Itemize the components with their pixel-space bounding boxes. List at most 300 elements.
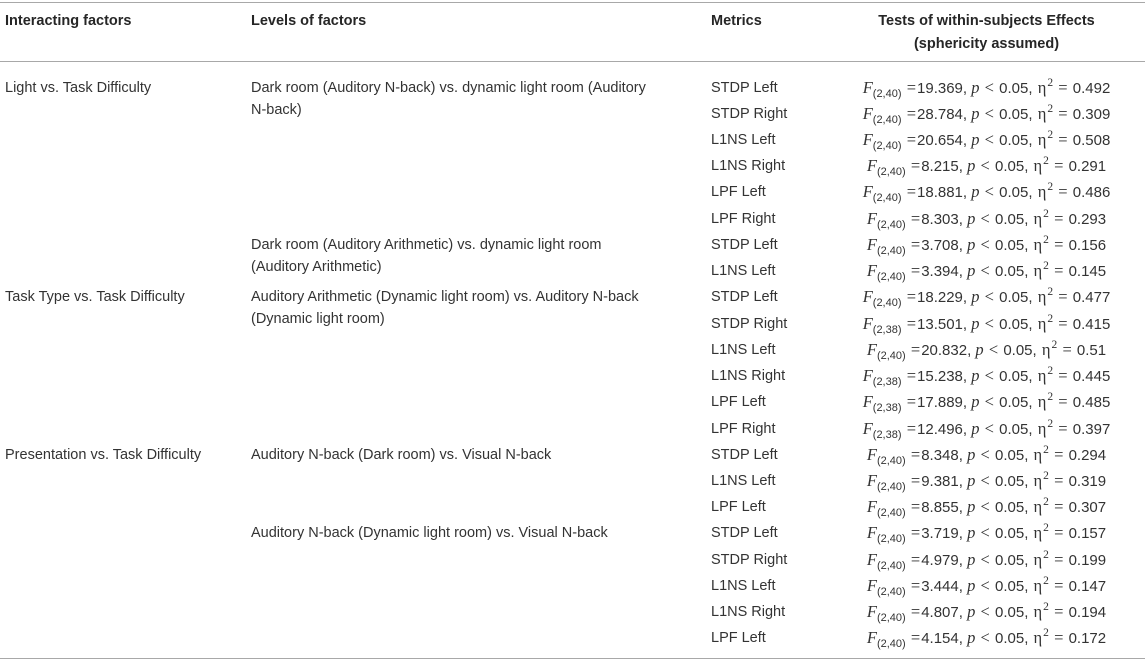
metric-cell: STDP Right (711, 551, 788, 568)
stat-expression (862, 417, 1111, 441)
eta-squared-value: 0.294 (1068, 446, 1107, 464)
comma: , (962, 184, 968, 202)
eta-squared-value: 0.319 (1068, 473, 1107, 491)
degrees-of-freedom: (2,38) (872, 428, 902, 441)
stat-expression (862, 312, 1111, 336)
test-cell (828, 75, 1145, 101)
less-than-sign: < (980, 234, 990, 254)
equals-sign: = (910, 549, 921, 569)
level-cell (246, 232, 706, 284)
p-symbol: p (967, 261, 976, 281)
eta-symbol: η (1037, 366, 1047, 386)
degrees-of-freedom: (2,40) (876, 638, 906, 651)
comma: , (1024, 499, 1029, 517)
test-cell (828, 573, 1145, 599)
equals-sign: = (910, 628, 921, 648)
squared-exponent: 2 (1043, 470, 1049, 483)
eta-symbol: η (1037, 418, 1047, 438)
p-value: 0.05 (994, 525, 1025, 543)
comma: , (1024, 473, 1029, 491)
p-symbol: p (967, 575, 976, 595)
results-table (0, 2, 1145, 659)
metric-cell: L1NS Left (711, 263, 776, 280)
p-value: 0.05 (999, 420, 1029, 438)
squared-exponent: 2 (1047, 365, 1054, 378)
equals-sign: = (1054, 497, 1064, 517)
squared-exponent: 2 (1043, 155, 1049, 168)
comma: , (958, 158, 963, 176)
f-value: 4.979 (921, 551, 959, 569)
test-cell (828, 206, 1145, 232)
less-than-sign: < (984, 366, 994, 386)
f-value: 3.394 (921, 263, 959, 281)
table-spacer (0, 652, 1145, 659)
p-symbol: p (967, 523, 976, 543)
less-than-sign: < (984, 103, 994, 123)
degrees-of-freedom: (2,40) (876, 533, 906, 546)
eta-squared-value: 0.293 (1068, 210, 1107, 228)
equals-sign: = (910, 575, 921, 595)
equals-sign: = (906, 392, 917, 412)
p-value: 0.05 (994, 499, 1025, 517)
comma: , (958, 473, 963, 491)
metric-cell: L1NS Left (711, 341, 776, 358)
p-value: 0.05 (994, 473, 1025, 491)
p-value: 0.05 (994, 446, 1025, 464)
comma: , (958, 525, 963, 543)
stat-expression (862, 128, 1111, 152)
eta-symbol: η (1037, 103, 1047, 123)
eta-symbol: η (1033, 575, 1043, 595)
p-symbol: p (971, 129, 980, 149)
metric-cell: LPF Left (711, 499, 766, 516)
metric-cell: STDP Right (711, 105, 788, 122)
equals-sign: = (1054, 602, 1064, 622)
level-cell (246, 284, 706, 441)
degrees-of-freedom: (2,40) (876, 585, 906, 598)
comma: , (1024, 630, 1029, 648)
comma: , (1024, 446, 1029, 464)
less-than-sign: < (980, 602, 990, 622)
f-value: 9.381 (921, 473, 959, 491)
eta-symbol: η (1037, 77, 1047, 97)
test-cell (828, 520, 1145, 546)
table-row (0, 284, 1145, 310)
eta-squared-value: 0.156 (1068, 236, 1107, 254)
equals-sign: = (1058, 366, 1068, 386)
equals-sign: = (906, 182, 917, 202)
less-than-sign: < (984, 77, 994, 97)
p-value: 0.05 (999, 289, 1029, 307)
squared-exponent: 2 (1047, 76, 1054, 89)
p-value: 0.05 (999, 184, 1029, 202)
degrees-of-freedom: (2,40) (876, 349, 906, 362)
squared-exponent: 2 (1043, 627, 1049, 640)
comma: , (958, 551, 963, 569)
level-cell (246, 520, 706, 651)
squared-exponent: 2 (1047, 102, 1054, 115)
comma: , (1028, 131, 1033, 149)
f-symbol: F (866, 208, 877, 228)
p-symbol: p (971, 392, 980, 412)
equals-sign: = (1058, 182, 1068, 202)
metric-cell: L1NS Right (711, 604, 786, 621)
metric-cell: LPF Left (711, 630, 766, 647)
comma: , (958, 630, 963, 648)
stat-expression (866, 496, 1107, 520)
equals-sign: = (1058, 129, 1068, 149)
eta-squared-value: 0.51 (1076, 341, 1107, 359)
metric-cell: L1NS Left (711, 577, 776, 594)
degrees-of-freedom: (2,40) (876, 481, 906, 494)
f-symbol: F (862, 313, 873, 333)
p-symbol: p (967, 602, 976, 622)
comma: , (958, 210, 963, 228)
f-value: 18.229 (917, 289, 963, 307)
f-symbol: F (862, 287, 873, 307)
f-value: 17.889 (917, 394, 963, 412)
stat-expression (866, 601, 1107, 625)
eta-symbol: η (1033, 261, 1043, 281)
degrees-of-freedom: (2,40) (876, 559, 906, 572)
metric-cell: STDP Left (711, 525, 778, 542)
equals-sign: = (906, 418, 917, 438)
p-value: 0.05 (999, 315, 1029, 333)
eta-symbol: η (1033, 208, 1043, 228)
eta-symbol: η (1033, 628, 1043, 648)
comma: , (962, 315, 968, 333)
comma: , (958, 577, 963, 595)
stat-expression (866, 470, 1107, 494)
level-text: Dark room (Auditory N-back) vs. dynamic light room (Auditory N-back) (251, 79, 646, 118)
equals-sign: = (1054, 549, 1064, 569)
squared-exponent: 2 (1043, 496, 1049, 509)
eta-squared-value: 0.172 (1068, 630, 1107, 648)
comma: , (962, 131, 968, 149)
equals-sign: = (910, 339, 921, 359)
degrees-of-freedom: (2,38) (872, 402, 902, 415)
test-cell (828, 389, 1145, 415)
test-cell (828, 625, 1145, 651)
factor-cell: Presentation vs. Task Difficulty (5, 446, 202, 463)
stat-expression (866, 338, 1107, 362)
equals-sign: = (910, 444, 921, 464)
comma: , (967, 341, 972, 359)
comma: , (962, 105, 968, 123)
test-cell (828, 153, 1145, 179)
metric-cell: LPF Right (711, 420, 776, 437)
equals-sign: = (1054, 523, 1064, 543)
f-symbol: F (866, 339, 877, 359)
comma: , (958, 499, 963, 517)
stat-expression (862, 76, 1111, 100)
spacer-cell (0, 652, 1145, 659)
f-value: 3.444 (921, 577, 959, 595)
stat-expression (866, 522, 1107, 546)
equals-sign: = (1058, 103, 1068, 123)
eta-squared-value: 0.147 (1068, 577, 1107, 595)
degrees-of-freedom: (2,40) (872, 297, 902, 310)
f-symbol: F (862, 418, 873, 438)
degrees-of-freedom: (2,40) (876, 218, 906, 231)
p-value: 0.05 (994, 158, 1025, 176)
f-value: 20.832 (921, 341, 968, 359)
metric-cell: L1NS Right (711, 368, 786, 385)
test-cell (828, 101, 1145, 127)
f-value: 28.784 (917, 105, 963, 123)
equals-sign: = (1054, 471, 1064, 491)
f-value: 15.238 (917, 368, 963, 386)
test-cell (828, 363, 1145, 389)
comma: , (962, 420, 968, 438)
factor-cell: Task Type vs. Task Difficulty (5, 289, 185, 306)
p-value: 0.05 (994, 263, 1025, 281)
f-symbol: F (862, 129, 873, 149)
equals-sign: = (1054, 156, 1064, 176)
squared-exponent: 2 (1043, 522, 1049, 535)
eta-symbol: η (1033, 234, 1043, 254)
stat-expression (866, 155, 1107, 179)
squared-exponent: 2 (1047, 391, 1054, 404)
eta-squared-value: 0.145 (1068, 263, 1107, 281)
equals-sign: = (906, 103, 917, 123)
p-value: 0.05 (994, 236, 1025, 254)
comma: , (1028, 394, 1033, 412)
f-value: 4.807 (921, 604, 959, 622)
squared-exponent: 2 (1043, 260, 1049, 273)
comma: , (962, 394, 968, 412)
p-symbol: p (967, 156, 976, 176)
f-value: 3.719 (921, 525, 959, 543)
equals-sign: = (1054, 444, 1064, 464)
f-symbol: F (866, 575, 877, 595)
equals-sign: = (910, 602, 921, 622)
degrees-of-freedom: (2,38) (872, 323, 902, 336)
level-text: Dark room (Auditory Arithmetic) vs. dynamic light room (Auditory Arithmetic) (251, 236, 602, 275)
comma: , (1024, 551, 1029, 569)
p-symbol: p (971, 77, 980, 97)
squared-exponent: 2 (1047, 286, 1054, 299)
p-value: 0.05 (994, 604, 1025, 622)
level-text: Auditory N-back (Dynamic light room) vs. Visual N-back (251, 525, 608, 542)
comma: , (1028, 315, 1033, 333)
table-body (0, 62, 1145, 659)
comma: , (1028, 184, 1033, 202)
comma: , (1028, 105, 1033, 123)
f-value: 13.501 (917, 315, 963, 333)
f-symbol: F (866, 471, 877, 491)
degrees-of-freedom: (2,40) (872, 113, 902, 126)
less-than-sign: < (980, 523, 990, 543)
metric-cell: STDP Left (711, 446, 778, 463)
header-tests-label: Tests of within-subjects Effects (sphericity assumed) (878, 13, 1095, 52)
p-symbol: p (967, 628, 976, 648)
test-cell (828, 311, 1145, 337)
eta-squared-value: 0.477 (1072, 289, 1111, 307)
f-symbol: F (866, 523, 877, 543)
eta-squared-value: 0.309 (1072, 105, 1111, 123)
table-spacer (0, 62, 1145, 75)
metric-cell: STDP Right (711, 315, 788, 332)
p-symbol: p (971, 366, 980, 386)
comma: , (962, 289, 968, 307)
eta-squared-value: 0.485 (1072, 394, 1111, 412)
eta-squared-value: 0.415 (1072, 315, 1111, 333)
squared-exponent: 2 (1051, 338, 1058, 351)
less-than-sign: < (980, 549, 990, 569)
eta-squared-value: 0.486 (1072, 184, 1111, 202)
eta-squared-value: 0.397 (1072, 420, 1111, 438)
equals-sign: = (906, 366, 917, 386)
f-symbol: F (862, 392, 873, 412)
eta-symbol: η (1041, 339, 1051, 359)
f-symbol: F (862, 103, 873, 123)
less-than-sign: < (984, 182, 994, 202)
stat-expression (866, 260, 1107, 284)
f-symbol: F (866, 261, 877, 281)
f-value: 12.496 (917, 420, 963, 438)
comma: , (962, 368, 968, 386)
test-cell (828, 127, 1145, 153)
f-value: 8.215 (921, 158, 959, 176)
less-than-sign: < (980, 444, 990, 464)
less-than-sign: < (988, 339, 999, 359)
stat-expression (862, 286, 1111, 310)
table-row (0, 442, 1145, 468)
eta-symbol: η (1037, 392, 1047, 412)
comma: , (1028, 368, 1033, 386)
stat-expression (866, 207, 1107, 231)
eta-symbol: η (1033, 549, 1043, 569)
p-value: 0.05 (999, 105, 1029, 123)
degrees-of-freedom: (2,40) (876, 612, 906, 625)
less-than-sign: < (980, 497, 990, 517)
equals-sign: = (1058, 287, 1068, 307)
metric-cell: L1NS Left (711, 473, 776, 490)
p-value: 0.05 (994, 551, 1025, 569)
comma: , (1024, 210, 1029, 228)
eta-symbol: η (1033, 497, 1043, 517)
f-symbol: F (862, 77, 873, 97)
p-symbol: p (967, 471, 976, 491)
p-value: 0.05 (994, 630, 1025, 648)
equals-sign: = (906, 129, 917, 149)
f-symbol: F (866, 628, 877, 648)
metric-cell: L1NS Left (711, 131, 776, 148)
f-symbol: F (866, 602, 877, 622)
less-than-sign: < (984, 313, 994, 333)
equals-sign: = (906, 287, 917, 307)
header-metrics: Metrics (706, 3, 828, 62)
p-symbol: p (967, 444, 976, 464)
degrees-of-freedom: (2,38) (872, 376, 902, 389)
test-cell (828, 468, 1145, 494)
eta-squared-value: 0.492 (1072, 79, 1111, 97)
comma: , (1024, 236, 1029, 254)
comma: , (958, 263, 963, 281)
comma: , (958, 446, 963, 464)
squared-exponent: 2 (1043, 548, 1049, 561)
stat-expression (866, 443, 1107, 467)
stat-expression (866, 574, 1107, 598)
stat-expression (862, 391, 1111, 415)
test-cell (828, 416, 1145, 442)
equals-sign: = (1054, 208, 1064, 228)
comma: , (1028, 420, 1033, 438)
degrees-of-freedom: (2,40) (876, 454, 906, 467)
comma: , (962, 79, 968, 97)
eta-squared-value: 0.157 (1068, 525, 1107, 543)
less-than-sign: < (984, 392, 994, 412)
equals-sign: = (910, 156, 921, 176)
metric-cell: STDP Left (711, 236, 778, 253)
f-value: 19.369 (917, 79, 963, 97)
equals-sign: = (1058, 392, 1068, 412)
p-value: 0.05 (1003, 341, 1033, 359)
header-levels-of-factors: Levels of factors (246, 3, 706, 62)
less-than-sign: < (980, 156, 990, 176)
less-than-sign: < (980, 575, 990, 595)
p-value: 0.05 (994, 210, 1025, 228)
test-cell (828, 442, 1145, 468)
stat-expression (862, 365, 1111, 389)
eta-symbol: η (1037, 287, 1047, 307)
test-cell (828, 232, 1145, 258)
eta-symbol: η (1033, 156, 1043, 176)
stat-expression (866, 627, 1107, 651)
test-cell (828, 179, 1145, 205)
comma: , (958, 236, 963, 254)
equals-sign: = (910, 497, 921, 517)
eta-squared-value: 0.199 (1068, 551, 1107, 569)
metric-cell: STDP Left (711, 289, 778, 306)
comma: , (1032, 341, 1037, 359)
comma: , (1024, 263, 1029, 281)
less-than-sign: < (980, 261, 990, 281)
comma: , (958, 604, 963, 622)
less-than-sign: < (980, 471, 990, 491)
f-symbol: F (862, 366, 873, 386)
degrees-of-freedom: (2,40) (872, 192, 902, 205)
test-cell (828, 284, 1145, 310)
header-tests (828, 3, 1145, 62)
degrees-of-freedom: (2,40) (876, 166, 906, 179)
p-symbol: p (971, 103, 980, 123)
p-symbol: p (967, 208, 976, 228)
test-cell (828, 337, 1145, 363)
f-value: 4.154 (921, 630, 959, 648)
equals-sign: = (906, 77, 917, 97)
equals-sign: = (1054, 234, 1064, 254)
equals-sign: = (1058, 418, 1068, 438)
metric-cell: LPF Right (711, 210, 776, 227)
p-symbol: p (967, 234, 976, 254)
degrees-of-freedom: (2,40) (876, 507, 906, 520)
equals-sign: = (1054, 261, 1064, 281)
p-symbol: p (971, 287, 980, 307)
equals-sign: = (1054, 628, 1064, 648)
degrees-of-freedom: (2,40) (872, 87, 902, 100)
eta-symbol: η (1037, 182, 1047, 202)
eta-squared-value: 0.445 (1072, 368, 1111, 386)
squared-exponent: 2 (1043, 207, 1049, 220)
equals-sign: = (910, 523, 921, 543)
p-value: 0.05 (999, 79, 1029, 97)
metric-cell: LPF Left (711, 184, 766, 201)
equals-sign: = (1062, 339, 1072, 359)
degrees-of-freedom: (2,40) (872, 139, 902, 152)
level-text: Auditory N-back (Dark room) vs. Visual N-back (251, 446, 552, 463)
